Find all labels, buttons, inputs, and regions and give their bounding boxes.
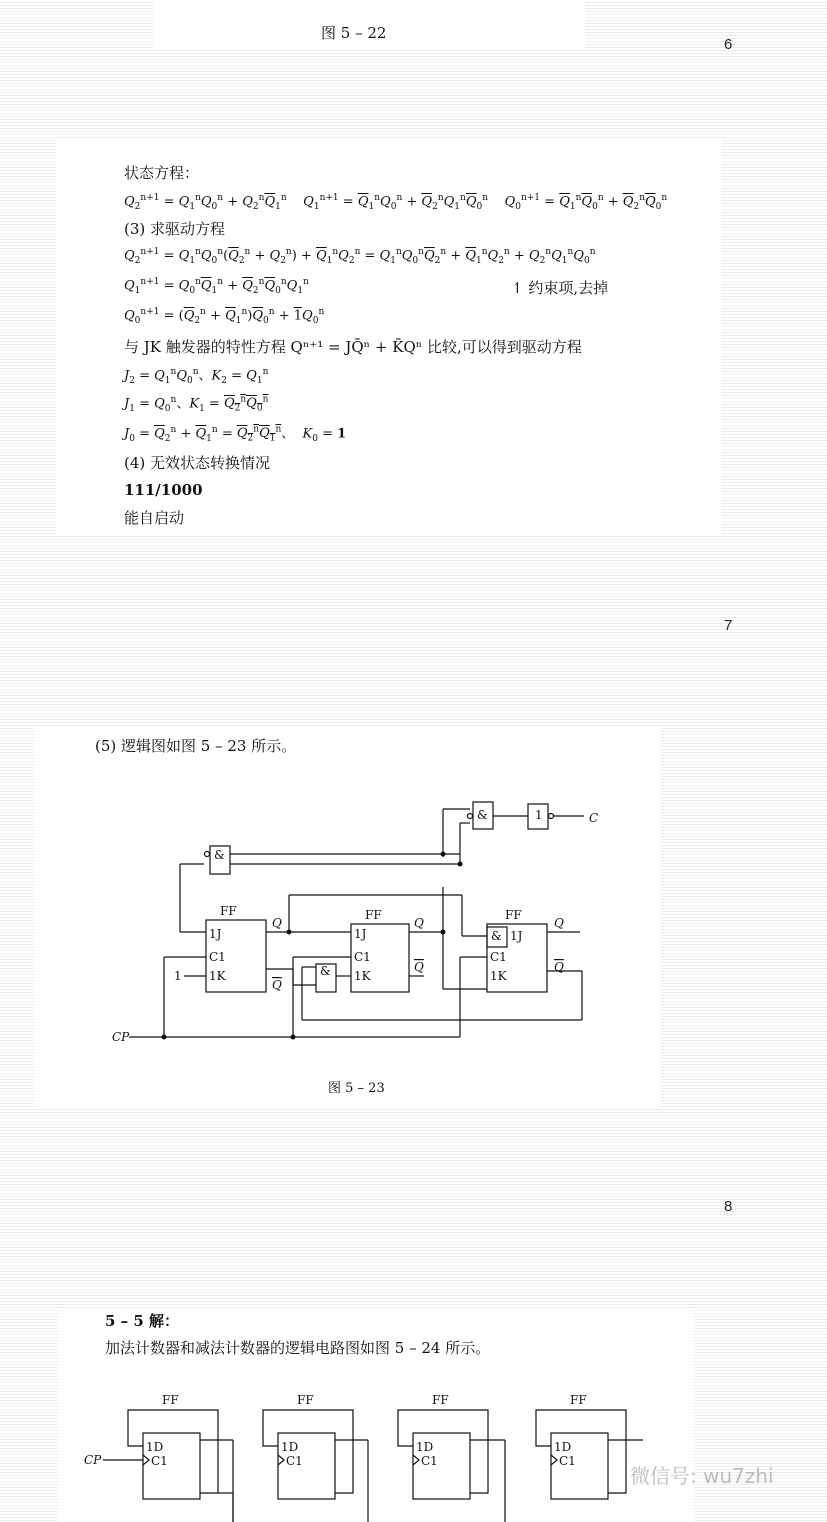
ff1-1k: 1K (354, 969, 371, 983)
step-4-heading: (4) 无效状态转换情况 (124, 454, 271, 472)
q0-label: Q (272, 916, 282, 930)
ff1-d-label: FF (297, 1393, 314, 1407)
constraint-note-text: 约束项,去掉 (528, 279, 609, 297)
counter-diagram-card-5-24 (58, 1308, 694, 1522)
q0bar-label: Q (272, 978, 282, 992)
ff0-1j: 1J (209, 927, 222, 941)
ff0-d-label: FF (162, 1393, 179, 1407)
ff2-1d: 1D (416, 1440, 434, 1454)
ff3-1d: 1D (554, 1440, 572, 1454)
ff0-k-const: 1 (174, 969, 182, 983)
ff2-d-c1: C1 (421, 1454, 438, 1468)
ff2-d-label: FF (432, 1393, 449, 1407)
ff1-c1: C1 (354, 950, 371, 964)
drive-equation-j0k0: $J_0 = \overline{Q}_2^n + \overline{Q}_1^n = Q_2^nQ_1^n$、 $K_0 = 1$ (124, 425, 347, 444)
not-label-carry: 1 (535, 808, 543, 822)
page-number-7: 7 (724, 617, 733, 634)
logic-diagram-card-5-23 (34, 727, 660, 1109)
q2-label: Q (554, 916, 564, 930)
state-equation-title: 状态方程： (124, 164, 200, 182)
step-5-heading: (5) 逻辑图如图 5 – 23 所示。 (95, 737, 297, 755)
ff2-and: & (491, 929, 502, 943)
ff2-1j: 1J (510, 929, 523, 943)
ff2-1k: 1K (490, 969, 507, 983)
output-c-label: C (589, 811, 599, 825)
ff0-d-c1: C1 (151, 1454, 168, 1468)
ff1-d-c1: C1 (286, 1454, 303, 1468)
figure-caption-5-23: 图 5 – 23 (328, 1081, 385, 1096)
state-equations: $Q_2^{n+1} = Q_1^nQ_0^n + Q_2^n\overline{Q}_1^n$ $Q_1^{n+1} = \overline{Q}_1^nQ_0^n + \overline{Q}_2^nQ_1^n\overline{Q}_0^n$ $Q_0^{n+1} = \overline{Q}_1^n\overline{Q}_0^n + \overline{Q}_2^n\overline{Q}_0^n$ (124, 193, 668, 212)
ff1-label: FF (365, 908, 382, 922)
and-label-ff1-k: & (320, 964, 331, 978)
drive-equation-q1: $Q_1^{n+1} = Q_0^n\overline{Q}_1^n + \overline{Q}_2^n\overline{Q}_0^nQ_1^n$ (124, 277, 309, 296)
page-number-8: 8 (724, 1198, 733, 1215)
ff2-label: FF (505, 908, 522, 922)
ff0-label: FF (220, 904, 237, 918)
counter-description: 加法计数器和减法计数器的逻辑电路图如图 5 – 24 所示。 (105, 1339, 491, 1357)
figure-caption-5-22: 图 5 – 22 (321, 24, 387, 42)
q2bar-label: Q (554, 960, 564, 974)
ff1-1j: 1J (354, 927, 367, 941)
figure-card-5-22 (153, 0, 585, 50)
page-number-6: 6 (724, 36, 733, 53)
q1-label: Q (414, 916, 424, 930)
ff1-1d: 1D (281, 1440, 299, 1454)
cp-label: CP (112, 1030, 130, 1044)
drive-equation-q0: $Q_0^{n+1} = (\overline{Q}_2^n + \overline{Q}_1^n)\overline{Q}_0^n + 1Q_0^n$ (124, 307, 325, 326)
ff3-d-c1: C1 (559, 1454, 576, 1468)
and-label-carry: & (477, 808, 488, 822)
counter-diagram-5-24 (58, 1308, 694, 1522)
drive-equation-j2k2: $J_2 = Q_1^nQ_0^n$、$K_2 = Q_1^n$ (124, 367, 269, 386)
constraint-note: ↿ 约束项,去掉 (511, 279, 609, 297)
step-3-heading: (3) 求驱动方程 (124, 220, 226, 238)
watermark: 微信号: wu7zhi (630, 1464, 774, 1488)
ff0-1d: 1D (146, 1440, 164, 1454)
problem-5-5-title: 5 – 5 解： (105, 1312, 180, 1330)
state-equations-card (56, 140, 722, 536)
logic-diagram-5-23 (34, 727, 660, 1067)
self-start-text: 能自启动 (124, 509, 185, 527)
ff3-d-label: FF (570, 1393, 587, 1407)
ff0-c1: C1 (209, 950, 226, 964)
and-label-feedback: & (214, 848, 225, 862)
ff2-c1: C1 (490, 950, 507, 964)
q1bar-label: Q (414, 960, 424, 974)
drive-equation-j1k1: $J_1 = Q_0^n$、$K_1 = Q_2^nQ_0^n$ (124, 395, 269, 414)
invalid-state-transition: 111/1000 (124, 481, 203, 499)
ff0-1k: 1K (209, 969, 226, 983)
comparison-text: 与 JK 触发器的特性方程 Qⁿ⁺¹ = JQ̄ⁿ + K̄Qⁿ 比较,可以得到驱动方程 (124, 338, 582, 356)
cp-d-label: CP (84, 1453, 102, 1467)
drive-equation-q2: $Q_2^{n+1} = Q_1^nQ_0^n(\overline{Q}_2^n + Q_2^n) + \overline{Q}_1^nQ_2^n = Q_1^nQ_0^n\overline{Q}_2^n + \overline{Q}_1^nQ_2^n + Q_2^nQ_1^nQ_0^n$ (124, 247, 596, 266)
